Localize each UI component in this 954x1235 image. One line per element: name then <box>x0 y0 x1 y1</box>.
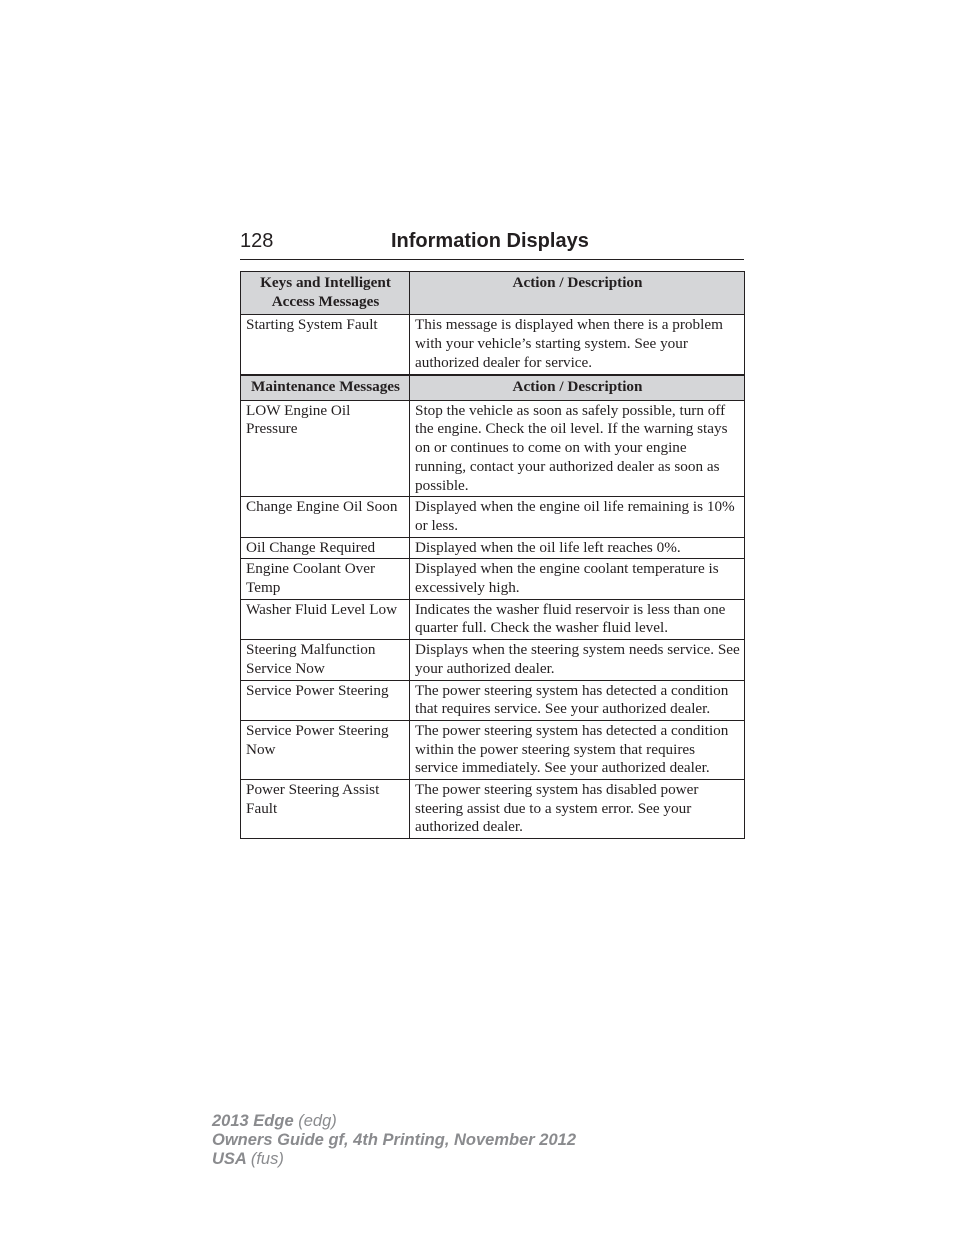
description-cell: The power steering system has disabled power steering assist due to a system error. See your authorized dealer. <box>410 780 745 839</box>
description-cell: Displayed when the engine coolant temperature is excessively high. <box>410 559 745 599</box>
message-cell: Change Engine Oil Soon <box>241 497 410 537</box>
column-header-message: Keys and Intelligent Access Messages <box>241 272 410 315</box>
footer-region-code: (fus) <box>250 1150 284 1168</box>
footer-region: USA <box>212 1150 247 1168</box>
description-cell: Displayed when the oil life left reaches 0%. <box>410 537 745 559</box>
message-cell: Steering Malfunction Service Now <box>241 640 410 680</box>
table-row <box>241 640 745 680</box>
table-row <box>241 315 745 374</box>
table-row <box>241 680 745 720</box>
page-number: 128 <box>240 230 274 252</box>
keys-messages-table <box>240 271 745 375</box>
footer-model: 2013 Edge <box>212 1112 294 1130</box>
table-header-row <box>241 376 745 401</box>
description-cell: The power steering system has detected a condition within the power steering system that requires service immediately. See your authorized dealer. <box>410 720 745 779</box>
footer-line-region <box>212 1150 576 1169</box>
table-row <box>241 537 745 559</box>
page-header <box>240 229 744 260</box>
table-row <box>241 559 745 599</box>
description-cell: The power steering system has detected a condition that requires service. See your authorized dealer. <box>410 680 745 720</box>
footer-line-model <box>212 1112 576 1131</box>
message-cell: Service Power Steering Now <box>241 720 410 779</box>
description-cell: Displayed when the engine oil life remaining is 10% or less. <box>410 497 745 537</box>
table-row <box>241 720 745 779</box>
message-cell: LOW Engine Oil Pressure <box>241 400 410 497</box>
table-row <box>241 497 745 537</box>
message-cell: Starting System Fault <box>241 315 410 374</box>
message-cell: Engine Coolant Over Temp <box>241 559 410 599</box>
message-cell: Oil Change Required <box>241 537 410 559</box>
page-footer <box>212 1112 576 1169</box>
table-row <box>241 400 745 497</box>
section-title: Information Displays <box>391 230 589 252</box>
footer-printing: Owners Guide gf, 4th Printing, November 2012 <box>212 1131 576 1149</box>
maintenance-messages-table <box>240 375 745 839</box>
message-cell: Service Power Steering <box>241 680 410 720</box>
description-cell: Displays when the steering system needs service. See your authorized dealer. <box>410 640 745 680</box>
column-header-message: Maintenance Messages <box>241 376 410 401</box>
description-cell: Indicates the washer fluid reservoir is less than one quarter full. Check the washer fluid level. <box>410 599 745 639</box>
table-header-row <box>241 272 745 315</box>
footer-model-code: (edg) <box>298 1112 337 1130</box>
column-header-action: Action / Description <box>410 376 745 401</box>
description-cell: Stop the vehicle as soon as safely possible, turn off the engine. Check the oil level. If the warning stays on or continues to come on with your engine running, contact your authorized dealer as soon as possible. <box>410 400 745 497</box>
message-cell: Power Steering Assist Fault <box>241 780 410 839</box>
table-row <box>241 599 745 639</box>
description-cell: This message is displayed when there is a problem with your vehicle’s starting system. See your authorized dealer for service. <box>410 315 745 374</box>
message-cell: Washer Fluid Level Low <box>241 599 410 639</box>
table-row <box>241 780 745 839</box>
column-header-action: Action / Description <box>410 272 745 315</box>
